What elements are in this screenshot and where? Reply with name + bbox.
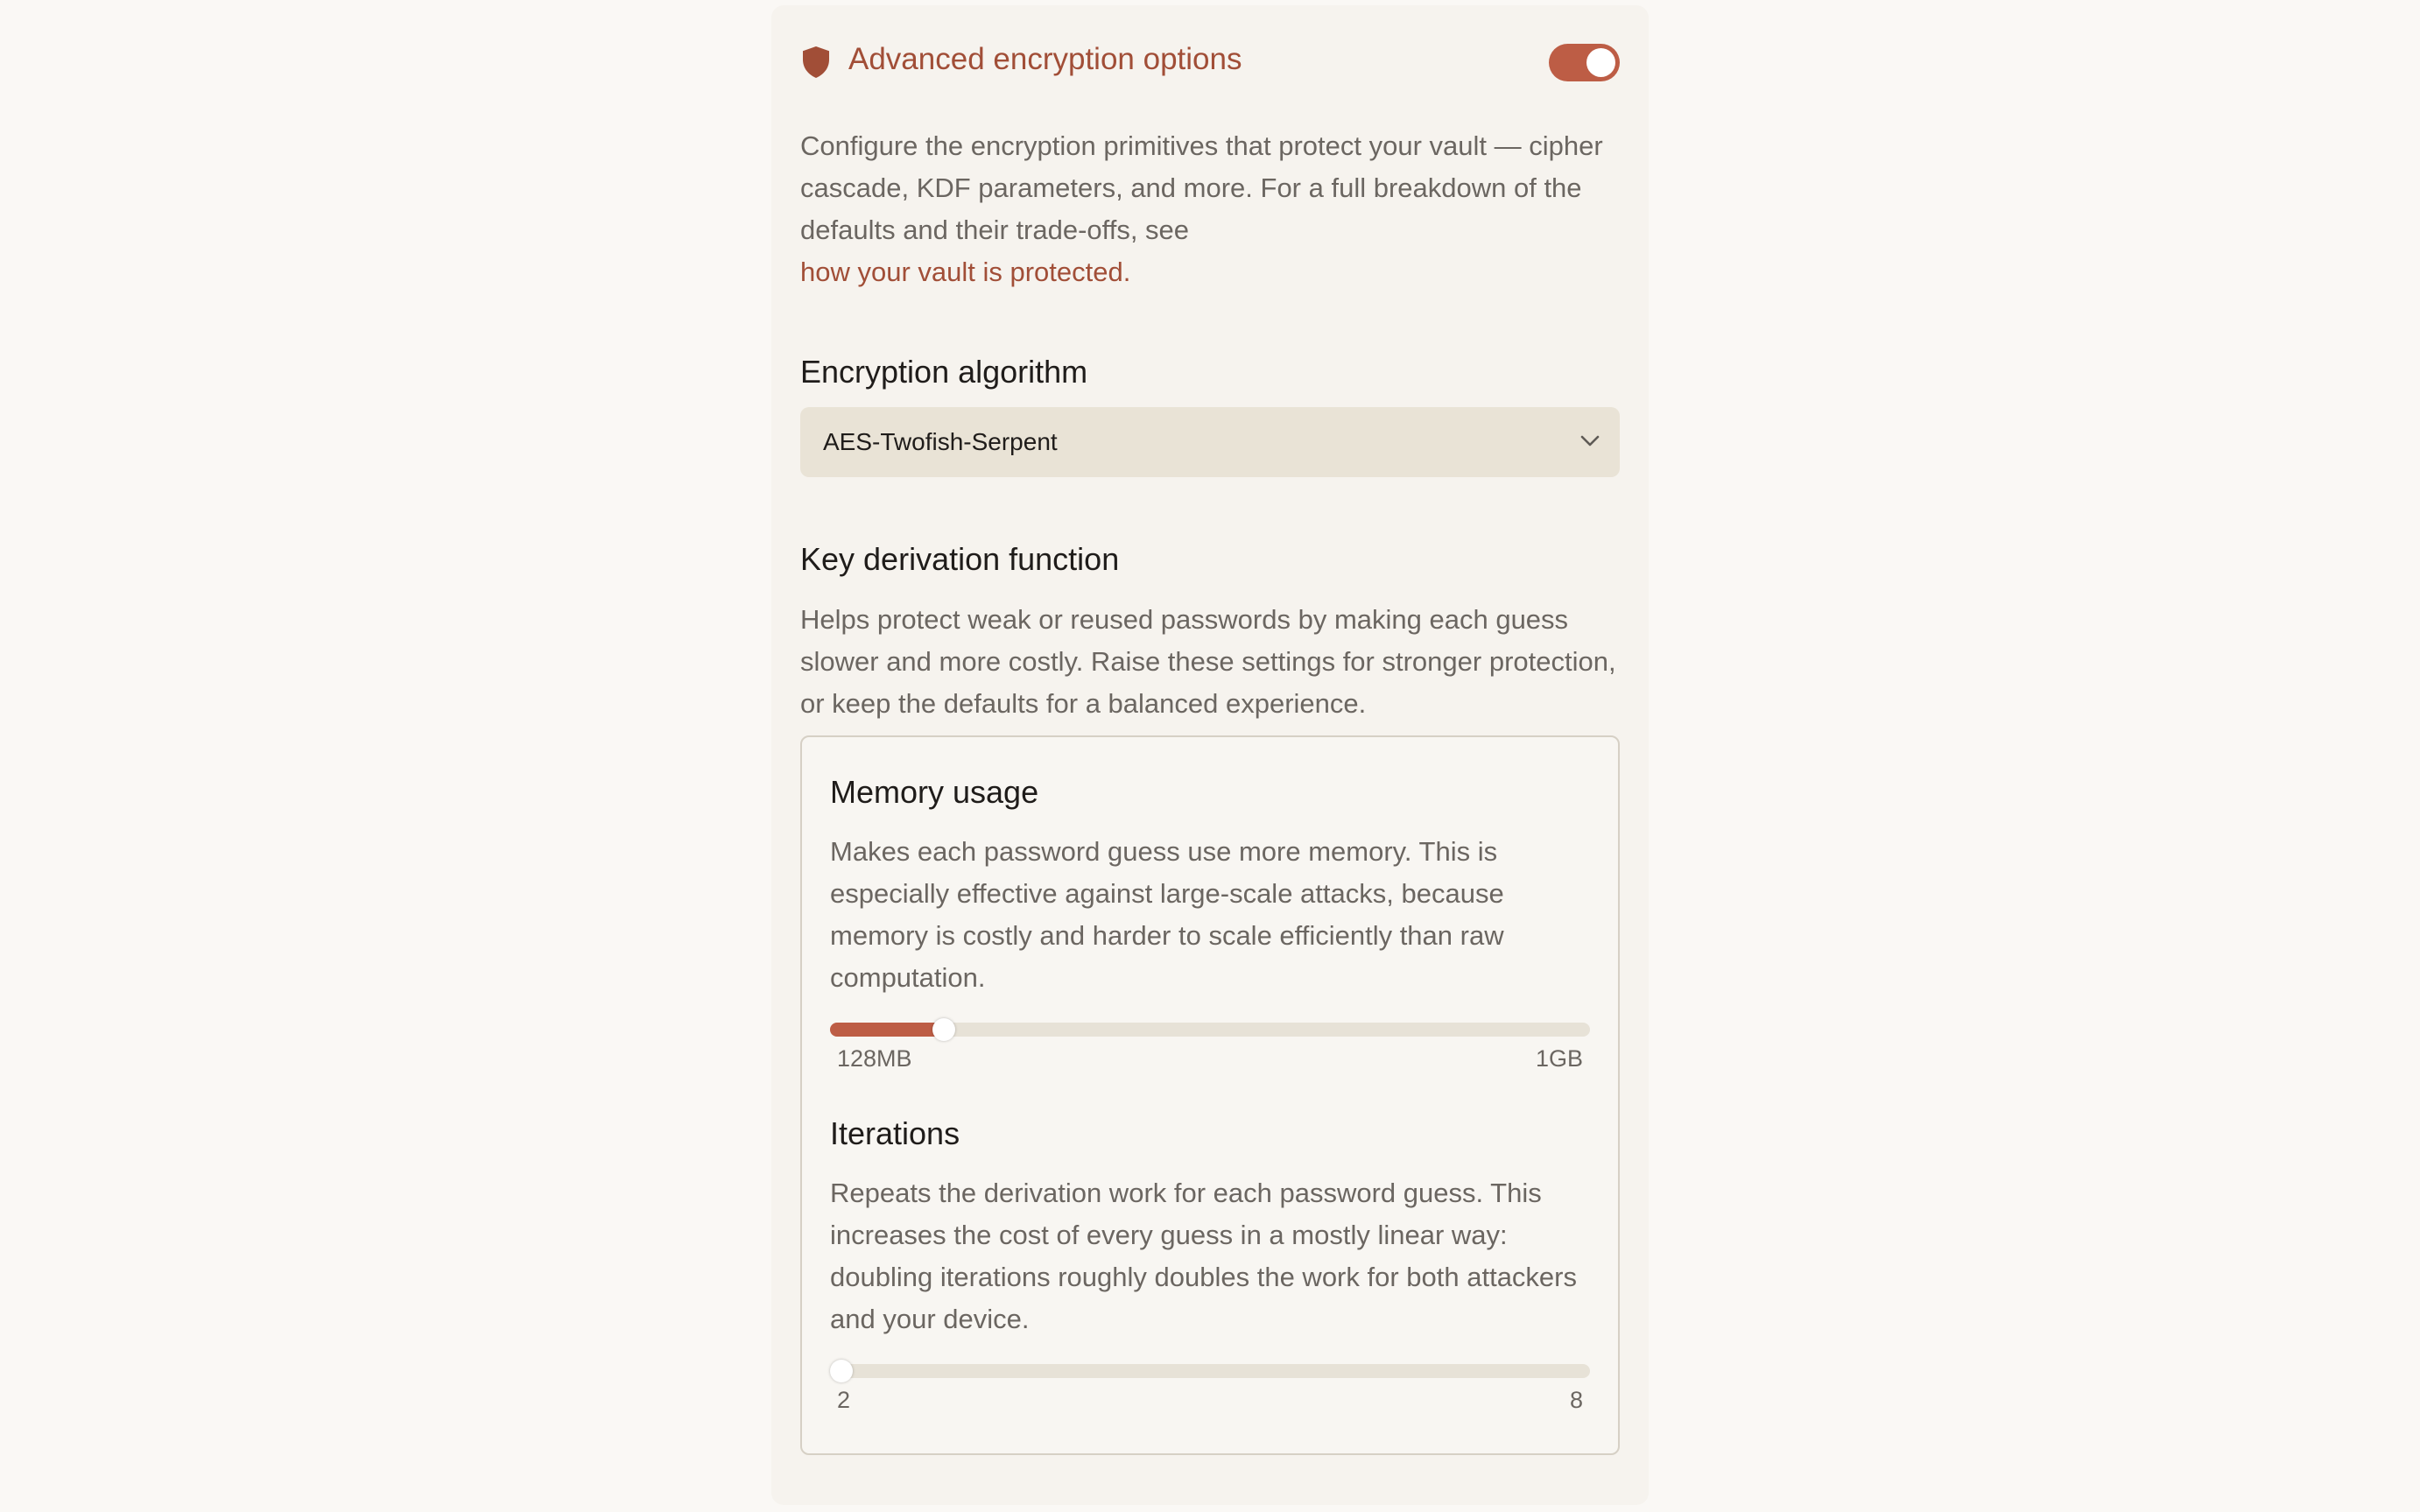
- memory-min-label: 128MB: [837, 1045, 912, 1072]
- panel-header: [800, 37, 1620, 86]
- iterations-min-label: 2: [837, 1387, 851, 1413]
- toggle-knob: [1586, 48, 1615, 77]
- kdf-description: Helps protect weak or reused passwords by making each guess slower and more costly. Raise these settings for stronger protection, or keep the defaults for a balanced experience.: [800, 604, 1616, 719]
- encryption-panel: [771, 5, 1649, 1505]
- memory-max-label: 1GB: [1535, 1045, 1583, 1072]
- memory-slider-fill: [830, 1023, 944, 1037]
- shield-icon: [800, 45, 832, 80]
- memory-usage-slider[interactable]: [830, 1023, 1590, 1037]
- kdf-settings-card: [800, 735, 1620, 1455]
- vault-protection-link[interactable]: how your vault is protected.: [800, 257, 1131, 287]
- intro-description: Configure the encryption primitives that protect your vault — cipher cascade, KDF parameters, and more. For a full breakdown of the defaults and their trade-offs, see: [800, 130, 1603, 245]
- encryption-algorithm-label: Encryption algorithm: [800, 354, 1088, 390]
- selected-algorithm: AES-Twofish-Serpent: [823, 428, 1058, 455]
- advanced-encryption-toggle[interactable]: [1549, 44, 1620, 81]
- iterations-description: Repeats the derivation work for each password guess. This increases the cost of every guess in a mostly linear way: doubling iterations roughly doubles the work for both attackers and your device.: [830, 1178, 1577, 1334]
- encryption-algorithm-select[interactable]: [800, 407, 1620, 477]
- intro-text: [800, 125, 1623, 293]
- memory-usage-label: Memory usage: [830, 774, 1039, 810]
- memory-usage-description: Makes each password guess use more memory. This is especially effective against large-scale attacks, because memory is costly and harder to scale efficiently than raw computation.: [830, 836, 1504, 993]
- iterations-label: Iterations: [830, 1115, 960, 1151]
- iterations-slider[interactable]: [830, 1364, 1590, 1378]
- iterations-slider-thumb[interactable]: [830, 1360, 853, 1382]
- panel-title: Advanced encryption options: [848, 42, 1242, 76]
- kdf-label: Key derivation function: [800, 541, 1120, 577]
- chevron-down-icon: [1579, 433, 1600, 449]
- memory-slider-thumb[interactable]: [932, 1018, 955, 1041]
- iterations-max-label: 8: [1569, 1387, 1583, 1413]
